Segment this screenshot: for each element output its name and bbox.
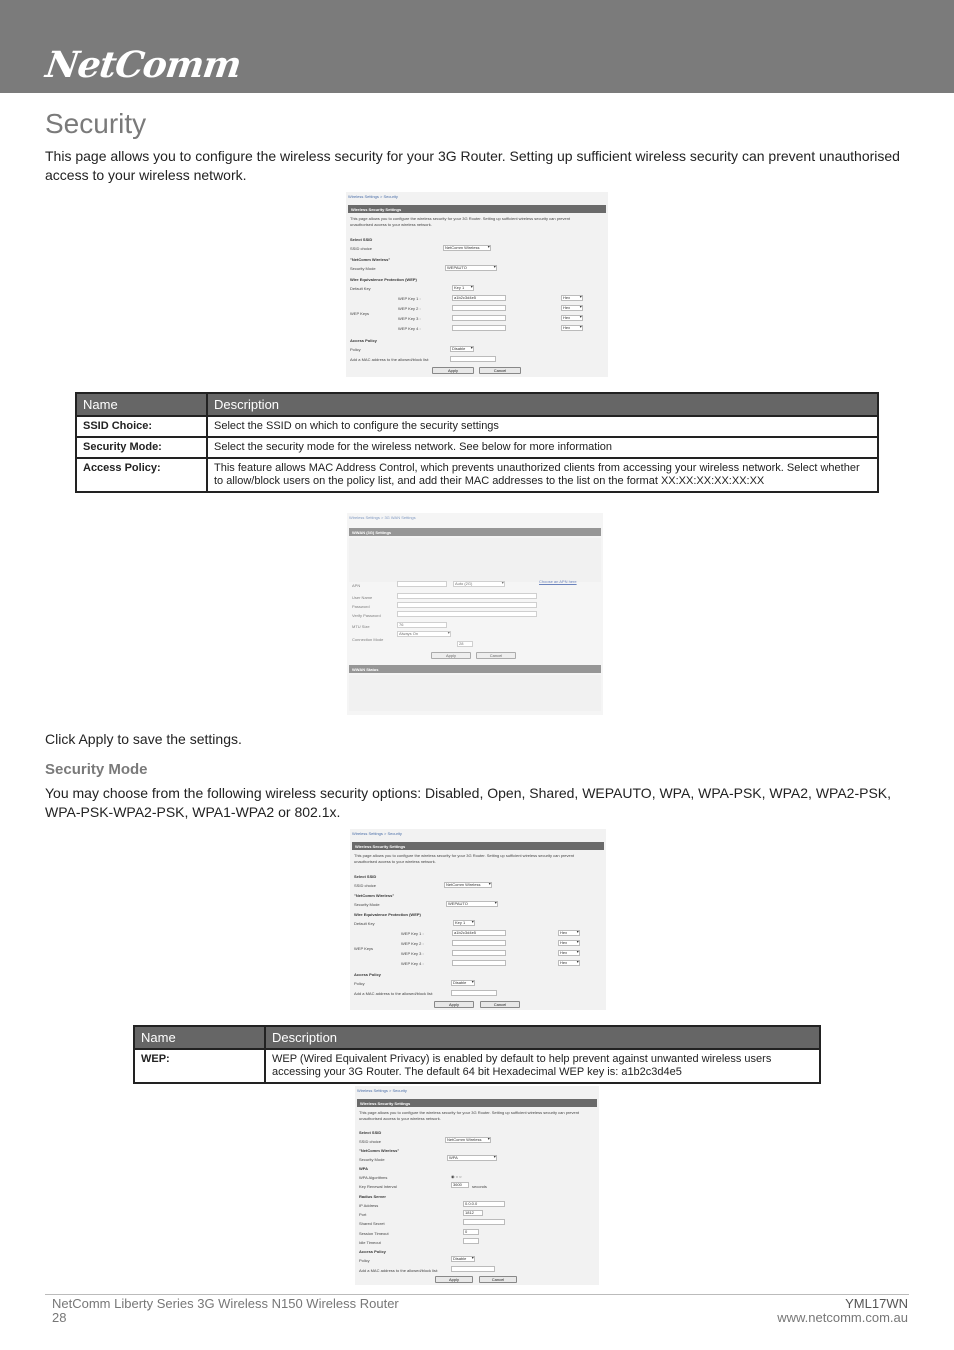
wep-key-4-label: WEP Key 4 :: [398, 326, 421, 331]
panel-description: This page allows you to configure the wireless security for your 3G Router. Setting up sufficient wireless security can prevent unauthorised access to your wireless network.: [354, 853, 575, 864]
idle-timeout-label: Idle Timeout: [359, 1240, 381, 1245]
cancel-button[interactable]: Cancel: [479, 1276, 517, 1283]
connection-mode-label: Connection Mode: [352, 637, 384, 642]
policy-label: Policy: [350, 347, 361, 352]
wep-key-4-label: WEP Key 4 :: [401, 961, 424, 966]
access-policy-heading: Access Policy: [359, 1249, 386, 1254]
default-key-select[interactable]: Key 1 ▾: [453, 920, 475, 926]
column-header-name: Name: [76, 393, 207, 416]
row-description: This feature allows MAC Address Control, which prevents unauthorized clients from accessing your wireless network. Select whether to allow/block users on the policy list, and add their MAC addresses to the list on the format XX:XX:XX:XX:XX:XX: [207, 458, 878, 492]
policy-select[interactable]: Disable ▾: [450, 346, 474, 352]
security-mode-label: Security Mode: [350, 266, 376, 271]
settings-table-1: [75, 392, 879, 493]
wpa-section-heading: WPA: [359, 1166, 369, 1171]
row-name: Security Mode:: [76, 437, 207, 458]
default-key-label: Default Key: [350, 286, 371, 291]
policy-label: Policy: [359, 1258, 370, 1263]
policy-select[interactable]: Disable ▾: [451, 1256, 475, 1262]
apply-button[interactable]: Apply: [431, 652, 471, 659]
shared-secret-input[interactable]: [463, 1219, 505, 1225]
apply-button[interactable]: Apply: [434, 1001, 474, 1008]
wep-key-4-type-select[interactable]: Hex ▾: [561, 325, 583, 331]
network-name: "NetComm Wireless": [359, 1148, 400, 1153]
add-mac-label: Add a MAC address to the allowed/block list:: [354, 991, 434, 996]
password-label: Password: [352, 604, 370, 609]
row-name: SSID Choice:: [76, 416, 207, 437]
panel-header: Wireless Security Settings: [352, 842, 604, 850]
radius-section-heading: Radius Server: [359, 1194, 386, 1199]
user-name-input[interactable]: [397, 593, 537, 599]
ssid-choice-label: SSID choice: [354, 883, 377, 888]
ssid-choice-label: SSID choice: [350, 246, 373, 251]
wep-key-2-input[interactable]: [452, 940, 506, 946]
user-name-label: User Name: [352, 595, 373, 600]
policy-label: Policy: [354, 981, 365, 986]
column-header-description: Description: [265, 1026, 820, 1049]
wep-security-screenshot-2: [350, 829, 606, 1010]
security-mode-label: Security Mode: [359, 1157, 385, 1162]
ip-address-input[interactable]: 0.0.0.0: [463, 1201, 505, 1207]
idle-timeout-input[interactable]: [463, 1238, 479, 1244]
session-timeout-input[interactable]: 0: [463, 1229, 479, 1235]
column-header-name: Name: [134, 1026, 265, 1049]
wep-key-2-label: WEP Key 2 :: [398, 306, 421, 311]
security-mode-label: Security Mode: [354, 902, 380, 907]
intro-paragraph: This page allows you to configure the wireless security for your 3G Router. Setting up sufficient wireless security can prevent unauthorised access to your wireless network.: [45, 148, 900, 183]
settings-table-2: [133, 1025, 821, 1084]
ssid-choice-label: SSID choice: [359, 1139, 382, 1144]
select-ssid-heading: Select SSID: [354, 874, 377, 879]
ssid-choice-select[interactable]: NetComm Wireless ▾: [445, 1137, 491, 1143]
apn-select[interactable]: Auto (2G) ▾: [453, 581, 505, 587]
select-ssid-heading: Select SSID: [350, 237, 373, 242]
security-mode-select[interactable]: WEPAUTO ▾: [446, 901, 498, 907]
breadcrumb: Wireless Settings > 3G WAN Settings: [349, 515, 416, 520]
password-input[interactable]: [397, 602, 537, 608]
wep-section-heading: Wire Equivalence Protection (WEP): [354, 912, 421, 917]
wep-key-1-label: WEP Key 1 :: [398, 296, 421, 301]
cancel-button[interactable]: Cancel: [479, 367, 521, 374]
row-description: Select the SSID on which to configure the security settings: [207, 416, 878, 437]
wep-key-1-input[interactable]: a1b2c3d4e5: [452, 930, 506, 936]
wep-key-1-label: WEP Key 1 :: [401, 931, 424, 936]
apn-label: APN: [352, 583, 361, 588]
wep-key-2-label: WEP Key 2 :: [401, 941, 424, 946]
wep-key-2-input[interactable]: [452, 305, 506, 311]
select-ssid-heading: Select SSID: [359, 1130, 382, 1135]
ssid-choice-select[interactable]: NetComm Wireless ▾: [443, 245, 491, 251]
row-name: WEP:: [134, 1049, 265, 1083]
shared-secret-label: Shared Secret: [359, 1221, 385, 1226]
row-description: WEP (Wired Equivalent Privacy) is enabled by default to help prevent against unwanted wireless users accessing your 3G Router. The default 64 bit Hexadecimal WEP key is: a1b2c3d4e5: [265, 1049, 820, 1083]
header-bar: [0, 0, 954, 93]
add-mac-label: Add a MAC address to the allowed/block list:: [350, 357, 430, 362]
seconds-label: seconds: [472, 1184, 487, 1189]
add-mac-input[interactable]: [451, 1266, 495, 1272]
panel-header: Wireless Security Settings: [348, 205, 606, 213]
click-apply-text: Click Apply to save the settings.: [45, 731, 242, 747]
verify-password-input[interactable]: [397, 611, 537, 617]
breadcrumb: Wireless Settings > Security: [348, 194, 398, 199]
verify-password-label: Verify Password: [352, 613, 381, 618]
breadcrumb: Wireless Settings > Security: [357, 1088, 407, 1093]
port-label: Port: [359, 1212, 367, 1217]
footer-divider: [45, 1294, 909, 1295]
wep-key-3-input[interactable]: [452, 950, 506, 956]
column-header-description: Description: [207, 393, 878, 416]
status-header: WWAN Status: [349, 665, 601, 673]
network-name: "NetComm Wireless": [350, 257, 391, 262]
footer-page-number: 28: [52, 1310, 67, 1325]
wpa-algorithm-radio-group[interactable]: ◉ ○ ○: [451, 1174, 462, 1179]
network-name: "NetComm Wireless": [354, 893, 395, 898]
page-title: Security: [45, 108, 147, 139]
access-policy-heading: Access Policy: [350, 338, 377, 343]
wep-key-3-input[interactable]: [452, 315, 506, 321]
wep-keys-label: WEP Keys: [350, 311, 370, 316]
apply-button[interactable]: Apply: [435, 1276, 473, 1283]
wpa-algorithms-label: WPA Algorithms: [359, 1175, 388, 1180]
netcomm-logo: NetComm: [43, 44, 244, 86]
panel-header: WWAN (3G) Settings: [349, 528, 601, 536]
key-renewal-input[interactable]: 3600: [451, 1182, 469, 1188]
wep-key-3-label: WEP Key 3 :: [398, 316, 421, 321]
cancel-button[interactable]: Cancel: [480, 1001, 520, 1008]
policy-select[interactable]: Disable ▾: [451, 980, 475, 986]
security-mode-select[interactable]: WPA ▾: [447, 1155, 497, 1161]
table-row: [76, 458, 878, 492]
security-mode-heading: Security Mode: [45, 761, 148, 778]
default-key-label: Default Key: [354, 921, 375, 926]
row-description: Select the security mode for the wireless network. See below for more information: [207, 437, 878, 458]
table-row: [76, 437, 878, 458]
panel-description: This page allows you to configure the wireless security for your 3G Router. Setting up sufficient wireless security can prevent unauthorised access to your wireless network.: [350, 216, 571, 227]
wep-key-3-type-select[interactable]: Hex ▾: [558, 950, 580, 956]
security-mode-paragraph: You may choose from the following wireless security options: Disabled, Open, Shared, WEPAUTO, WPA, WPA-PSK, WPA2, WPA2-PSK, WPA-PSK-WPA2-PSK, WPA1-WPA2 or 802.1x.: [45, 785, 892, 820]
panel-description: This page allows you to configure the wireless security for your 3G Router. Setting up sufficient wireless security can prevent unauthorised access to your wireless network.: [359, 1110, 580, 1121]
ip-address-label: IP Address: [359, 1203, 379, 1208]
add-mac-input[interactable]: [451, 990, 497, 996]
mtu-label: MTU Size: [352, 624, 370, 629]
wep-keys-label: WEP Keys: [354, 946, 374, 951]
port-input[interactable]: 1812: [463, 1210, 483, 1216]
wep-key-1-type-select[interactable]: Hex ▾: [558, 930, 580, 936]
wep-key-3-type-select[interactable]: Hex ▾: [561, 315, 583, 321]
add-mac-label: Add a MAC address to the allowed/block list:: [359, 1268, 439, 1273]
session-timeout-label: Session Timeout: [359, 1231, 389, 1236]
breadcrumb: Wireless Settings > Security: [352, 831, 402, 836]
wwan-settings-screenshot: [347, 513, 603, 715]
default-key-select[interactable]: Key 1 ▾: [452, 285, 474, 291]
add-mac-input[interactable]: [450, 356, 496, 362]
table-row: [134, 1049, 820, 1083]
wpa-security-screenshot: [355, 1086, 599, 1285]
wep-key-1-input[interactable]: a1b2c3d4e5: [452, 295, 506, 301]
wep-section-heading: Wire Equivalence Protection (WEP): [350, 277, 417, 282]
row-name: Access Policy:: [76, 458, 207, 492]
wep-key-4-input[interactable]: [452, 960, 506, 966]
security-mode-select[interactable]: WEPAUTO ▾: [445, 265, 497, 271]
footer-product: NetComm Liberty Series 3G Wireless N150 Wireless Router: [52, 1296, 399, 1311]
wep-key-4-input[interactable]: [452, 325, 506, 331]
footer-model: YML17WN: [845, 1296, 908, 1311]
wep-key-3-label: WEP Key 3 :: [401, 951, 424, 956]
apply-button[interactable]: Apply: [432, 367, 474, 374]
apn-input[interactable]: [397, 581, 447, 587]
wep-key-4-type-select[interactable]: Hex ▾: [558, 960, 580, 966]
choose-apn-link[interactable]: Choose an APN here: [539, 579, 577, 584]
panel-header: Wireless Security Settings: [357, 1099, 597, 1107]
wep-key-2-type-select[interactable]: Hex ▾: [558, 940, 580, 946]
mtu-input[interactable]: 76: [397, 622, 447, 628]
access-policy-heading: Access Policy: [354, 972, 381, 977]
description-band: [349, 538, 601, 582]
table-row: [76, 416, 878, 437]
wep-key-2-type-select[interactable]: Hex ▾: [561, 305, 583, 311]
cancel-button[interactable]: Cancel: [476, 652, 516, 659]
footer-website[interactable]: www.netcomm.com.au: [777, 1310, 908, 1325]
connection-mode-select[interactable]: Always On ▾: [397, 631, 451, 637]
wep-key-1-type-select[interactable]: Hex ▾: [561, 295, 583, 301]
ssid-choice-select[interactable]: NetComm Wireless ▾: [444, 882, 492, 888]
reconnect-input[interactable]: 28: [457, 641, 473, 647]
status-band: [349, 675, 601, 711]
wep-security-screenshot: [346, 192, 608, 377]
key-renewal-label: Key Renewal Interval: [359, 1184, 397, 1189]
